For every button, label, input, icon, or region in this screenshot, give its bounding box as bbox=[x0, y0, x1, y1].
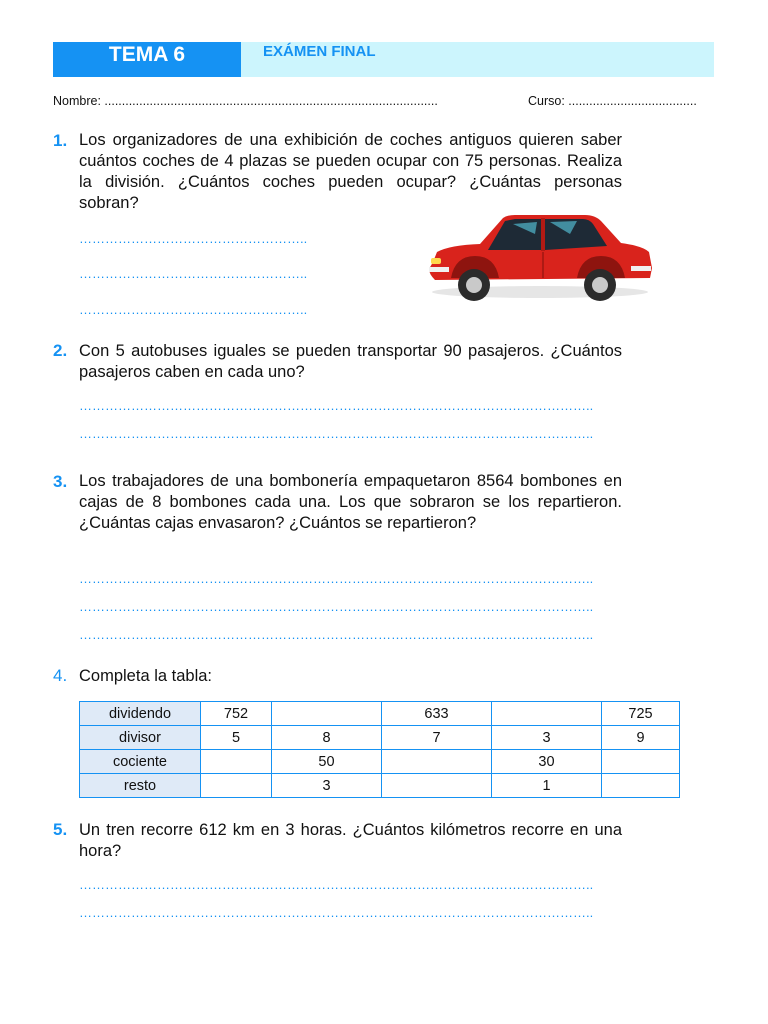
row-label: divisor bbox=[80, 726, 201, 750]
answer-line[interactable]: ……………………………………………………………………………………………………….. bbox=[79, 398, 594, 413]
table-cell[interactable]: 30 bbox=[492, 750, 602, 774]
question-3-text: Los trabajadores de una bombonería empaquetaron 8564 bombones en cajas de 8 bombones cada una. Los que sobraron se los repartieron. ¿Cuántas cajas envasaron? ¿Cuántos se repartieron? bbox=[79, 472, 622, 532]
table-row bbox=[80, 750, 680, 774]
answer-line[interactable]: ……………………………………………………………………………………………………….. bbox=[79, 571, 594, 586]
table-cell[interactable]: 8 bbox=[272, 726, 382, 750]
table-cell[interactable]: 725 bbox=[602, 702, 680, 726]
table-cell[interactable]: 9 bbox=[602, 726, 680, 750]
red-car-illustration bbox=[425, 212, 655, 304]
question-3-number: 3. bbox=[53, 472, 68, 491]
question-4-number: 4. bbox=[53, 666, 68, 685]
table-cell[interactable] bbox=[382, 750, 492, 774]
nombre-field[interactable]: Nombre: ................................................................................................ bbox=[53, 94, 438, 108]
row-label: resto bbox=[80, 774, 201, 798]
table-cell[interactable]: 5 bbox=[201, 726, 272, 750]
exam-title: EXÁMEN FINAL bbox=[263, 43, 376, 60]
front-hubcap bbox=[466, 277, 482, 293]
headlight bbox=[431, 258, 441, 264]
table-cell[interactable] bbox=[382, 774, 492, 798]
table-cell[interactable] bbox=[201, 774, 272, 798]
question-2-text: Con 5 autobuses iguales se pueden transportar 90 pasajeros. ¿Cuántos pasajeros caben en cada uno? bbox=[79, 342, 622, 381]
question-5-number: 5. bbox=[53, 820, 68, 839]
answer-line[interactable]: ……………………………………………………………………………………………………….. bbox=[79, 905, 594, 920]
table-cell[interactable]: 3 bbox=[272, 774, 382, 798]
table-row bbox=[80, 702, 680, 726]
table-row bbox=[80, 774, 680, 798]
table-cell[interactable] bbox=[602, 774, 680, 798]
table-cell[interactable] bbox=[492, 702, 602, 726]
table-cell[interactable]: 752 bbox=[201, 702, 272, 726]
rear-hubcap bbox=[592, 277, 608, 293]
table-cell[interactable] bbox=[602, 750, 680, 774]
answer-line[interactable]: …………………………………………….. bbox=[79, 302, 308, 317]
table-row bbox=[80, 726, 680, 750]
answer-line[interactable]: ……………………………………………………………………………………………………….. bbox=[79, 426, 594, 441]
row-label: dividendo bbox=[80, 702, 201, 726]
door-pillar bbox=[541, 218, 545, 251]
division-table bbox=[79, 701, 680, 798]
table-cell[interactable]: 633 bbox=[382, 702, 492, 726]
question-1-number: 1. bbox=[53, 131, 68, 150]
front-bumper bbox=[429, 267, 449, 272]
rear-bumper bbox=[631, 266, 651, 271]
row-label: cociente bbox=[80, 750, 201, 774]
question-1-text: Los organizadores de una exhibición de coches antiguos quieren saber cuántos coches de 4 plazas se pueden ocupar con 75 personas. Realiza la división. ¿Cuántos coches pueden ocupar? ¿Cuántas personas sobran? bbox=[79, 131, 622, 212]
answer-line[interactable]: ……………………………………………………………………………………………………….. bbox=[79, 599, 594, 614]
question-5-text: Un tren recorre 612 km en 3 horas. ¿Cuántos kilómetros recorre en una hora? bbox=[79, 821, 622, 860]
question-2-number: 2. bbox=[53, 341, 68, 360]
table-cell[interactable]: 1 bbox=[492, 774, 602, 798]
answer-line[interactable]: ……………………………………………………………………………………………………….. bbox=[79, 627, 594, 642]
answer-line[interactable]: ……………………………………………………………………………………………………….. bbox=[79, 877, 594, 892]
answer-line[interactable]: …………………………………………….. bbox=[79, 266, 308, 281]
curso-field[interactable]: Curso: ..................................... bbox=[528, 94, 697, 108]
answer-line[interactable]: …………………………………………….. bbox=[79, 231, 308, 246]
question-4-text: Completa la tabla: bbox=[79, 667, 212, 685]
table-cell[interactable]: 50 bbox=[272, 750, 382, 774]
tema-label: TEMA 6 bbox=[53, 42, 241, 77]
table-cell[interactable] bbox=[272, 702, 382, 726]
table-cell[interactable]: 7 bbox=[382, 726, 492, 750]
table-cell[interactable] bbox=[201, 750, 272, 774]
table-cell[interactable]: 3 bbox=[492, 726, 602, 750]
